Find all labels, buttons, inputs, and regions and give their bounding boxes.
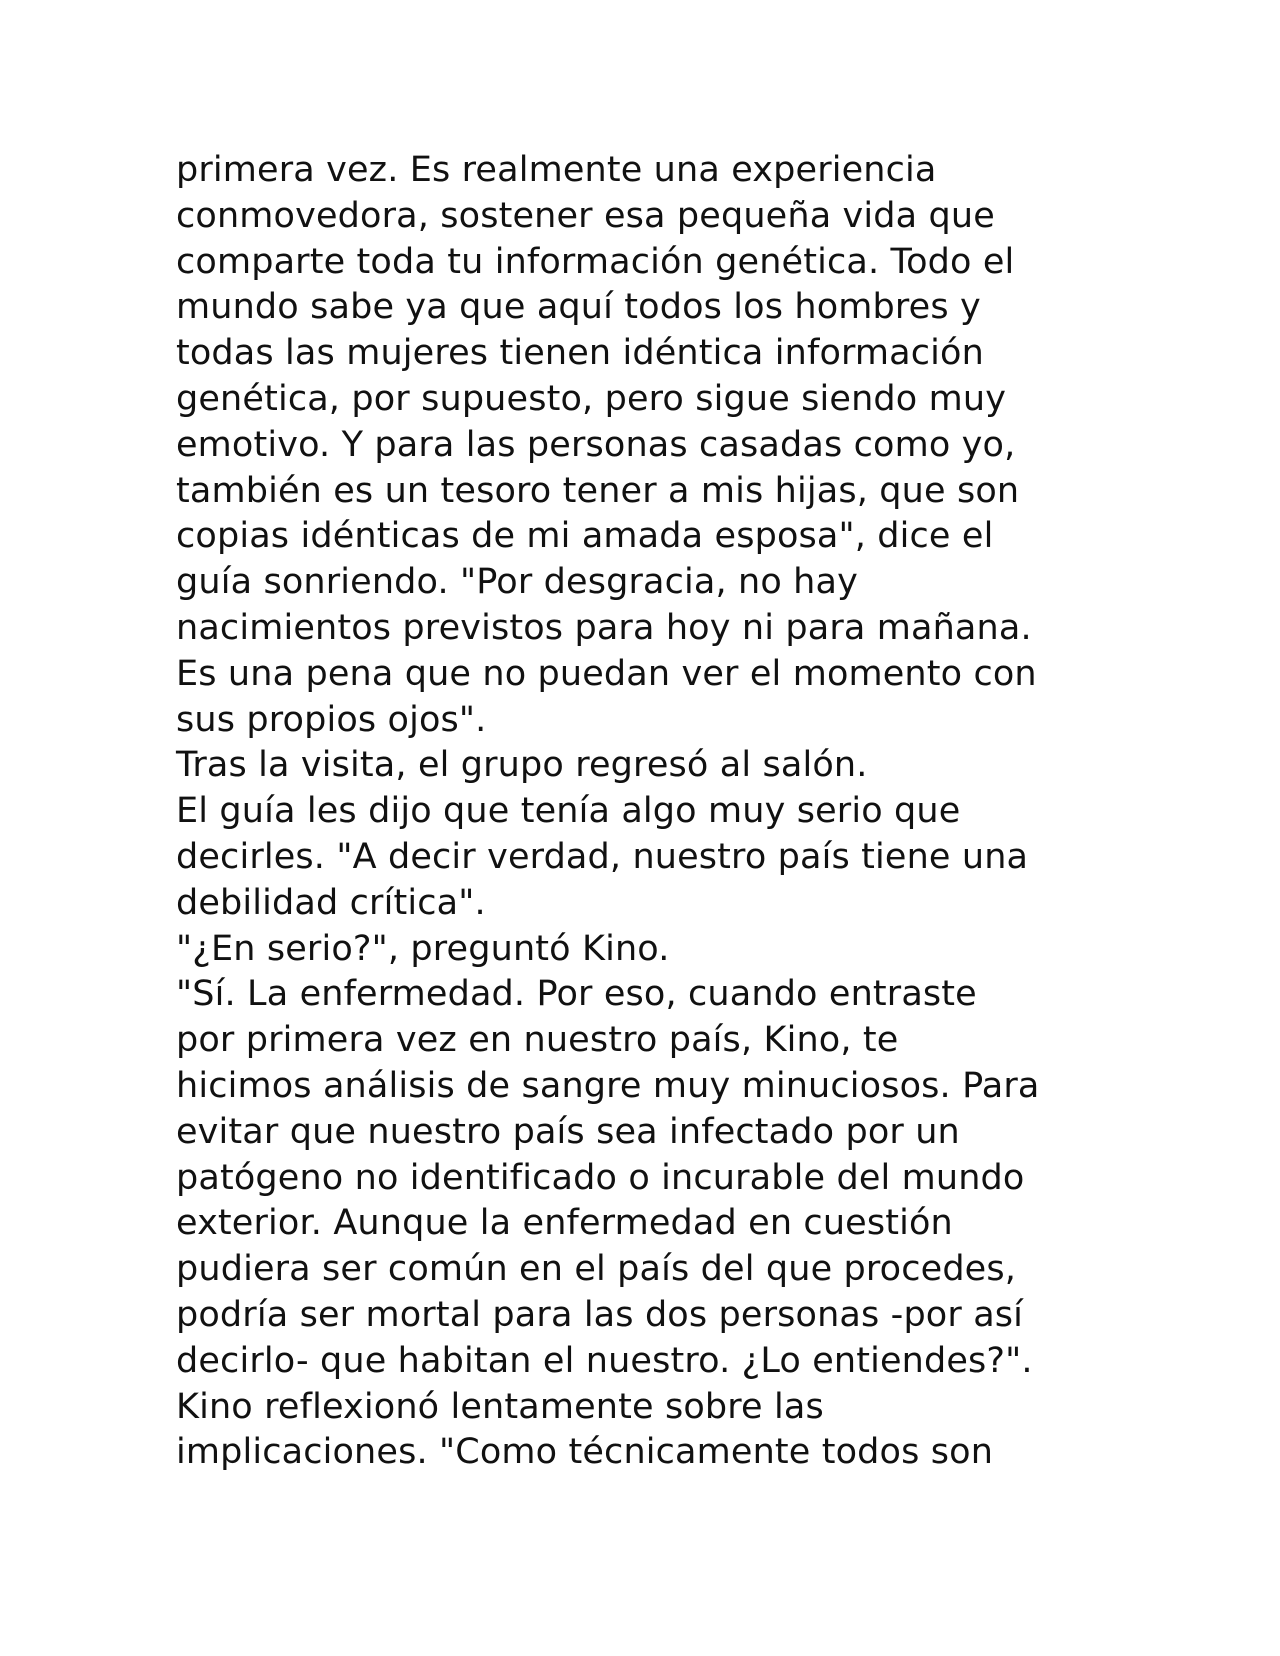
text-line: decirlo- que habitan el nuestro. ¿Lo entiendes?". bbox=[176, 1340, 1033, 1381]
text-line: nacimientos previstos para hoy ni para mañana. bbox=[176, 607, 1032, 648]
text-line: comparte toda tu información genética. Todo el bbox=[176, 241, 1015, 282]
text-line: evitar que nuestro país sea infectado por un bbox=[176, 1111, 960, 1152]
text-line: copias idénticas de mi amada esposa", dice el bbox=[176, 516, 994, 557]
document-body bbox=[176, 148, 1176, 1476]
text-line: pudiera ser común en el país del que procedes, bbox=[176, 1249, 1017, 1290]
text-line: debilidad crítica". bbox=[176, 882, 486, 923]
text-line: todas las mujeres tienen idéntica información bbox=[176, 333, 984, 374]
text-line: El guía les dijo que tenía algo muy serio que bbox=[176, 791, 961, 832]
text-line: guía sonriendo. "Por desgracia, no hay bbox=[176, 562, 858, 603]
text-line: Tras la visita, el grupo regresó al salón. bbox=[176, 745, 868, 786]
text-line: también es un tesoro tener a mis hijas, que son bbox=[176, 470, 1020, 511]
text-line: Kino reflexionó lentamente sobre las bbox=[176, 1386, 824, 1427]
text-line: "¿En serio?", preguntó Kino. bbox=[176, 928, 670, 969]
text-line: decirles. "A decir verdad, nuestro país tiene una bbox=[176, 836, 1029, 877]
text-line: por primera vez en nuestro país, Kino, te bbox=[176, 1020, 899, 1061]
text-line: exterior. Aunque la enfermedad en cuestión bbox=[176, 1203, 953, 1244]
text-line: genética, por supuesto, pero sigue siendo muy bbox=[176, 378, 1007, 419]
text-line: hicimos análisis de sangre muy minuciosos. Para bbox=[176, 1065, 1040, 1106]
text-line: conmovedora, sostener esa pequeña vida que bbox=[176, 195, 995, 236]
text-line: mundo sabe ya que aquí todos los hombres y bbox=[176, 287, 981, 328]
text-line: sus propios ojos". bbox=[176, 699, 487, 740]
text-line: emotivo. Y para las personas casadas como yo, bbox=[176, 424, 1016, 465]
text-line: podría ser mortal para las dos personas -por así bbox=[176, 1294, 1024, 1335]
text-line: primera vez. Es realmente una experiencia bbox=[176, 150, 937, 190]
text-line: "Sí. La enfermedad. Por eso, cuando entraste bbox=[176, 974, 977, 1015]
text-line: Es una pena que no puedan ver el momento con bbox=[176, 653, 1037, 694]
text-line: implicaciones. "Como técnicamente todos son bbox=[176, 1432, 994, 1473]
text-line: patógeno no identificado o incurable del mundo bbox=[176, 1157, 1025, 1198]
